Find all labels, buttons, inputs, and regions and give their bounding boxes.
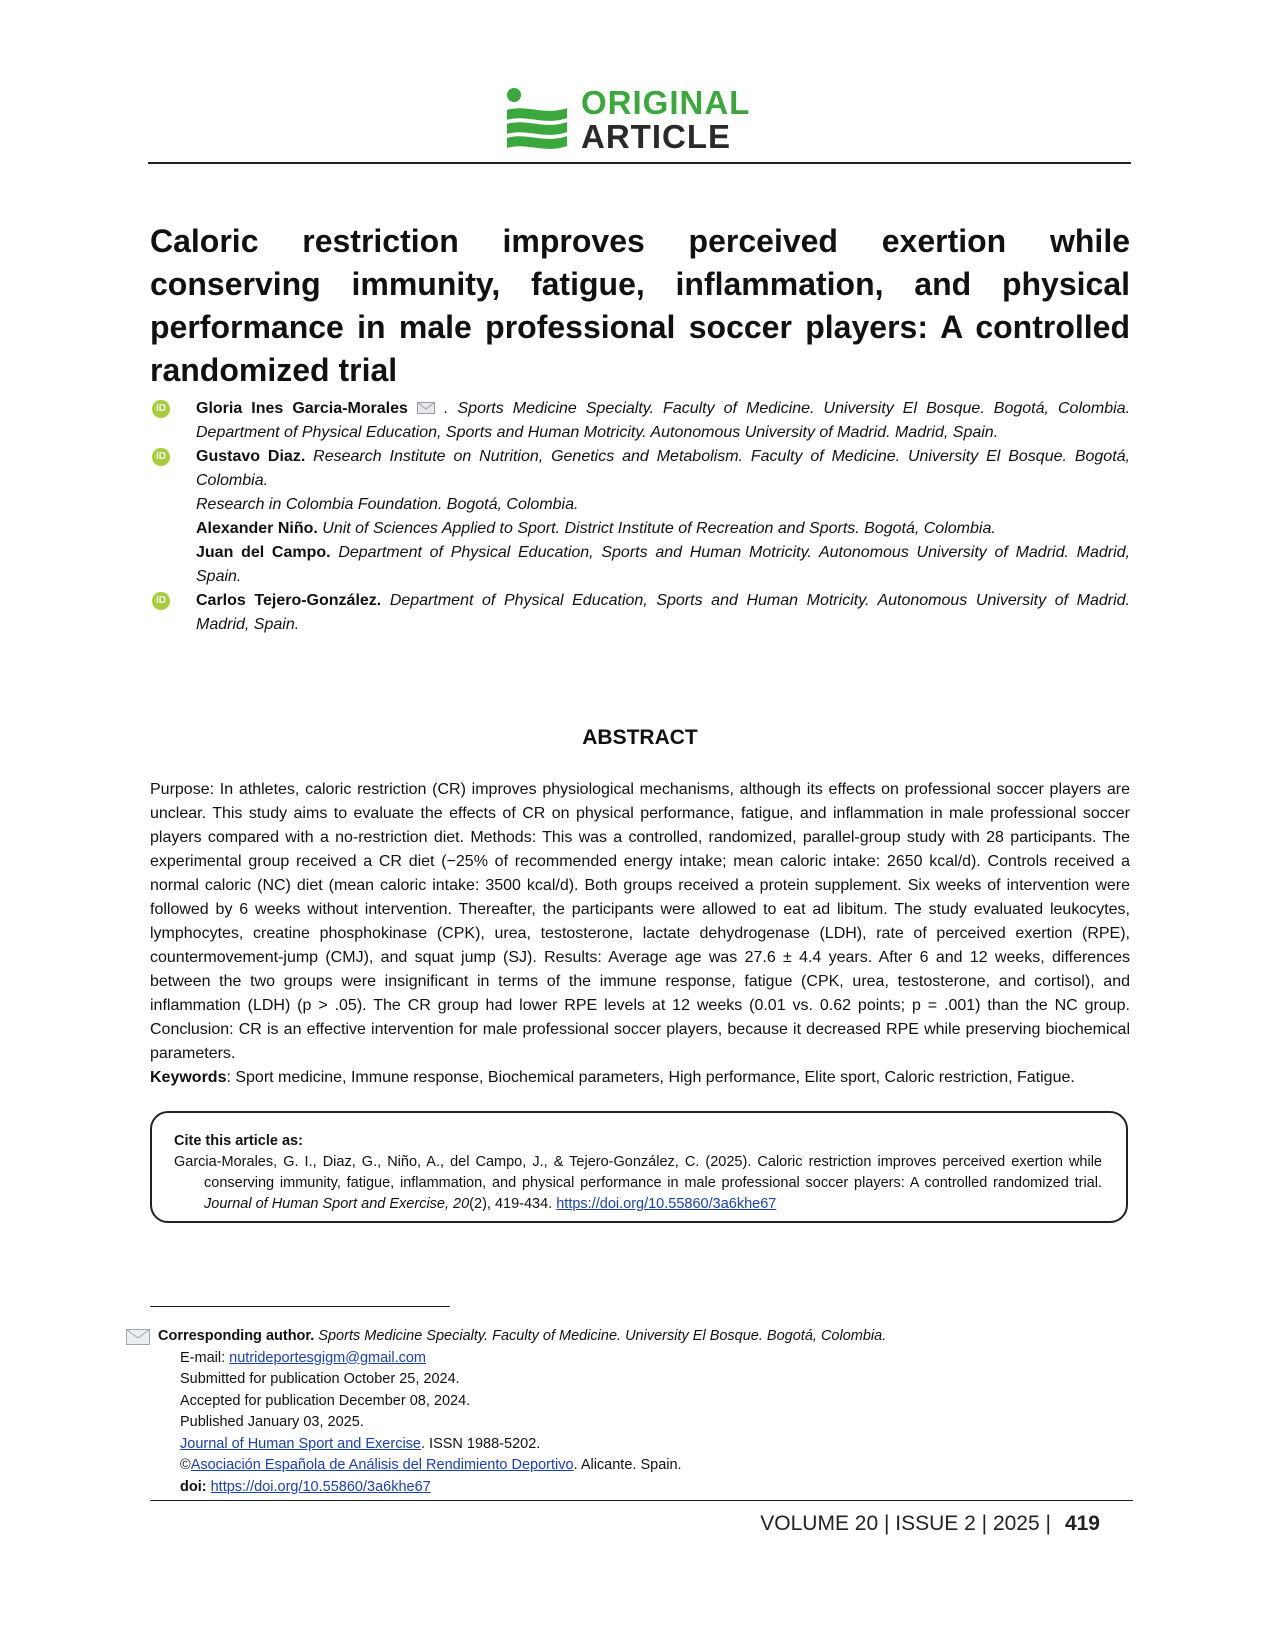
page-number: 419 bbox=[1064, 1512, 1100, 1535]
issn-text: . ISSN 1988-5202. bbox=[421, 1435, 541, 1452]
email-link[interactable]: nutrideportesgigm@gmail.com bbox=[229, 1349, 427, 1366]
footer-rule bbox=[150, 1500, 1133, 1501]
footnote-block bbox=[126, 1326, 1126, 1498]
author-name: Gloria Ines Garcia-Morales bbox=[196, 400, 408, 417]
author-entry bbox=[150, 541, 1130, 589]
corresponding-affiliation: Sports Medicine Specialty. Faculty of Medicine. University El Bosque. Bogotá, Colombia. bbox=[314, 1328, 887, 1344]
citation-issue: (2), 419-434. bbox=[469, 1196, 557, 1212]
citation-label: Cite this article as: bbox=[174, 1133, 303, 1149]
citation-box bbox=[150, 1111, 1128, 1223]
author-name: Alexander Niño. bbox=[196, 520, 318, 537]
footnote-rule bbox=[150, 1306, 450, 1307]
envelope-icon bbox=[126, 1329, 150, 1345]
citation-journal: Journal of Human Sport and Exercise, 20 bbox=[204, 1196, 470, 1212]
author-entry bbox=[150, 445, 1130, 493]
page-footer bbox=[700, 1512, 1100, 1536]
orcid-icon[interactable]: iD bbox=[152, 592, 170, 610]
journal-line bbox=[126, 1434, 1126, 1456]
author-affiliation: Research in Colombia Foundation. Bogotá, Colombia. bbox=[196, 496, 579, 513]
keywords-label: Keywords bbox=[150, 1069, 227, 1086]
corresponding-label: Corresponding author. bbox=[158, 1328, 315, 1344]
author-affiliation: Unit of Sciences Applied to Sport. District Institute of Recreation and Sports. Bogotá, Colombia. bbox=[317, 520, 996, 537]
abstract-heading: ABSTRACT bbox=[582, 726, 698, 749]
badge-line-article: ARTICLE bbox=[581, 118, 731, 155]
article-title: Caloric restriction improves perceived exertion while conserving immunity, fatigue, inflammation, and physical performance in male professional soccer players: A controlled randomized trial bbox=[150, 223, 1130, 388]
doi-link[interactable]: https://doi.org/10.55860/3a6khe67 bbox=[210, 1478, 431, 1495]
doi-line bbox=[126, 1477, 1126, 1499]
author-name: Juan del Campo. bbox=[196, 544, 331, 561]
copyright-line bbox=[126, 1455, 1126, 1477]
keywords-list: : Sport medicine, Immune response, Biochemical parameters, High performance, Elite sport, Caloric restriction, Fatigue. bbox=[226, 1069, 1075, 1086]
citation-text bbox=[174, 1152, 1102, 1215]
author-name: Carlos Tejero-González. bbox=[196, 592, 382, 609]
author-affiliation: . Sports Medicine Specialty. Faculty of Medicine. University El Bosque. Bogotá, Colombia. Department of Physical Education, Sports and Human Motricity. Autonomous University of Madrid. Madrid, Spain. bbox=[196, 400, 1131, 441]
orcid-icon[interactable]: iD bbox=[152, 400, 170, 418]
author-affiliation: Department of Physical Education, Sports and Human Motricity. Autonomous University of Madrid. Madrid, Spain. bbox=[196, 544, 1131, 585]
badge-line-original: ORIGINAL bbox=[581, 84, 751, 121]
article-stripes-icon bbox=[505, 86, 569, 152]
header-rule bbox=[148, 162, 1131, 164]
orcid-icon[interactable]: iD bbox=[152, 448, 170, 466]
original-article-badge bbox=[505, 84, 785, 155]
society-location: . Alicante. Spain. bbox=[573, 1457, 682, 1473]
abstract-body: Purpose: In athletes, caloric restriction (CR) improves physiological mechanisms, although its effects on professional soccer players are unclear. This study aims to evaluate the effects of CR on physical performance, fatigue, and inflammation in male professional soccer players compared with a no-restriction diet. Methods: This was a controlled, randomized, parallel-group study with 28 participants. The experimental group received a CR diet (−25% of recommended energy intake; mean caloric intake: 2650 kcal/d). Controls received a normal caloric (NC) diet (mean caloric intake: 3500 kcal/d). Both groups received a protein supplement. Six weeks of intervention were followed by 6 weeks without intervention. Thereafter, the participants were allowed to eat ad libitum. The study evaluated leukocytes, lymphocytes, creatine phosphokinase (CPK), urea, testosterone, lactate dehydrogenase (LDH), rate of perceived exertion (RPE), countermovement-jump (CMJ), and squat jump (SJ). Results: Average age was 27.6 ± 4.4 years. After 6 and 12 weeks, differences between the two groups were insignificant in terms of the immune response, fatigue (CPK, urea, testosterone, and cortisol), and inflammation (LDH) (p > .05). The CR group had lower RPE levels at 12 weeks (0.01 vs. 0.62 points; p = .001) than the NC group. Conclusion: CR is an effective intervention for male professional soccer players, because it decreased RPE while preserving biochemical parameters. bbox=[150, 781, 1130, 1062]
copyright-symbol: © bbox=[180, 1457, 191, 1473]
accepted-date: Accepted for publication December 08, 2024. bbox=[180, 1392, 471, 1409]
keywords bbox=[150, 1066, 1130, 1090]
email-label: E-mail: bbox=[180, 1349, 230, 1366]
author-affiliation: Department of Physical Education, Sports and Human Motricity. Autonomous University of Madrid. Madrid, Spain. bbox=[196, 592, 1131, 633]
author-entry bbox=[150, 589, 1130, 637]
envelope-icon[interactable] bbox=[417, 402, 435, 414]
author-name: Gustavo Diaz. bbox=[196, 448, 306, 465]
author-entry bbox=[150, 517, 1130, 541]
society-link[interactable]: Asociación Española de Análisis del Rendimiento Deportivo bbox=[190, 1457, 574, 1473]
author-affiliation: Research Institute on Nutrition, Genetics and Metabolism. Faculty of Medicine. University El Bosque. Bogotá, Colombia. bbox=[196, 448, 1130, 489]
author-entry bbox=[150, 397, 1130, 445]
author-list bbox=[150, 397, 1130, 637]
published-date: Published January 03, 2025. bbox=[180, 1414, 364, 1430]
doi-label: doi: bbox=[180, 1478, 211, 1495]
corresponding-author-note bbox=[126, 1326, 1126, 1348]
volume-issue-year: VOLUME 20 | ISSUE 2 | 2025 | bbox=[760, 1512, 1051, 1535]
citation-reference: Garcia-Morales, G. I., Diaz, G., Niño, A., del Campo, J., & Tejero-González, C. (2025). Caloric restriction improves perceived exertion while conserving immunity, fatigue, inflammation, and physical performance in male professional soccer players: A controlled randomized trial. bbox=[174, 1154, 1102, 1191]
email-line bbox=[126, 1348, 1126, 1370]
journal-link[interactable]: Journal of Human Sport and Exercise bbox=[180, 1435, 421, 1452]
citation-doi-link[interactable]: https://doi.org/10.55860/3a6khe67 bbox=[556, 1196, 777, 1212]
submitted-date: Submitted for publication October 25, 2024. bbox=[180, 1371, 460, 1387]
author-entry bbox=[150, 493, 1130, 517]
